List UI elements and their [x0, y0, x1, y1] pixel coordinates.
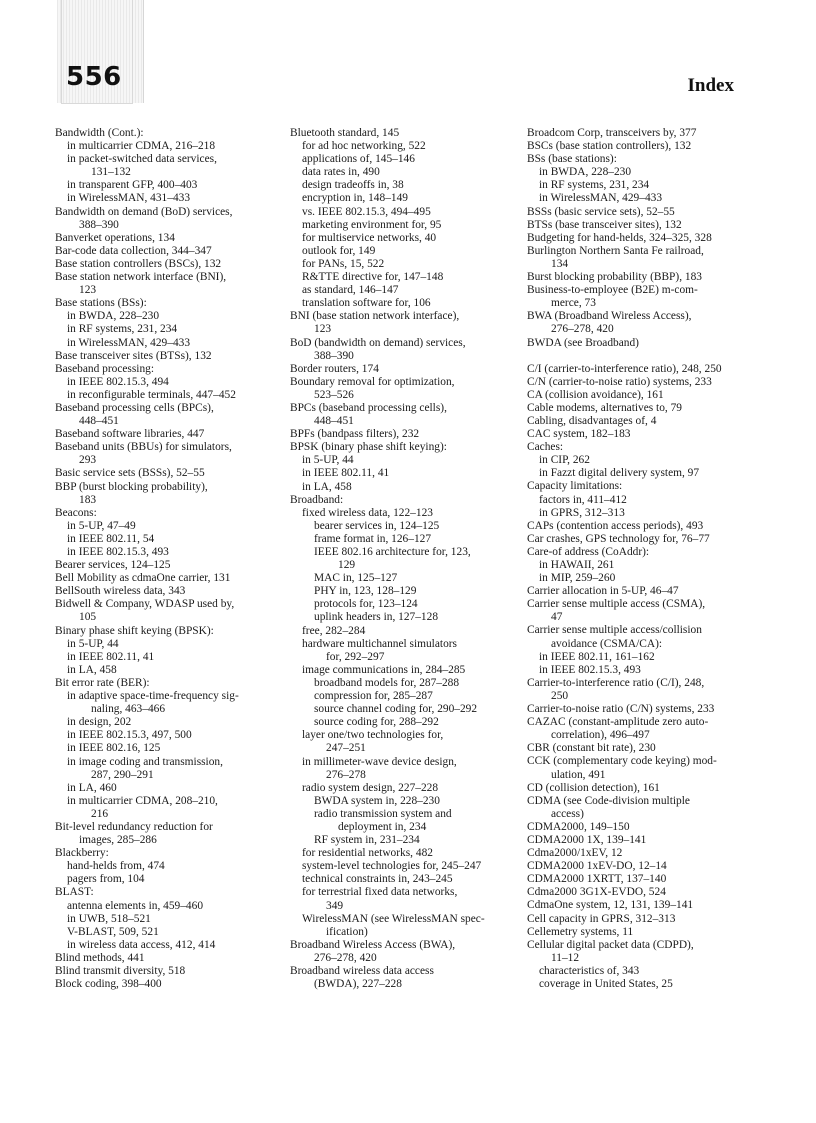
page-number: 556 [66, 62, 122, 92]
index-subentry: as standard, 146–147 [302, 284, 399, 297]
index-entry: Block coding, 398–400 [55, 978, 162, 991]
index-entry: BWDA (see Broadband) [527, 336, 639, 349]
index-entry: BPFs (bandpass filters), 232 [290, 428, 420, 441]
index-subentry: characteristics of, 343 [539, 964, 640, 977]
index-entry: CD (collision detection), 161 [527, 781, 660, 794]
index-entry: Bell Mobility as cdmaOne carrier, 131 [55, 572, 231, 585]
index-entry: Bit error rate (BER): [55, 676, 150, 689]
index-subentry: 287, 290–291 [91, 768, 154, 781]
entry-gap [527, 350, 762, 363]
index-subentry: in design, 202 [67, 716, 132, 729]
index-subentry: 293 [79, 454, 97, 467]
index-subentry: for terrestrial fixed data networks, [302, 886, 458, 899]
index-entry: BPCs (baseband processing cells), [290, 401, 447, 414]
index-entry: Binary phase shift keying (BPSK): [55, 624, 214, 637]
index-subentry: 105 [79, 611, 97, 624]
index-entry: Cable modems, alternatives to, 79 [527, 401, 683, 414]
index-subentry: in CIP, 262 [539, 454, 590, 467]
index-subentry: free, 282–284 [302, 624, 366, 637]
index-subentry: radio transmission system and [314, 807, 452, 820]
index-subentry: in 5-UP, 44 [67, 637, 119, 650]
index-subentry: 276–278 [326, 768, 366, 781]
index-entry: Capacity limitations: [527, 480, 623, 493]
index-subentry: 276–278, 420 [551, 323, 614, 336]
index-subentry: in LA, 458 [67, 663, 117, 676]
index-subentry: 216 [91, 807, 109, 820]
index-subentry: MAC in, 125–127 [314, 572, 398, 585]
index-entry: Carrier sense multiple access (CSMA), [527, 598, 706, 611]
index-entry: Cellular digital packet data (CDPD), [527, 938, 694, 951]
index-subentry: for multiservice networks, 40 [302, 231, 437, 244]
index-subentry: in BWDA, 228–230 [539, 166, 632, 179]
index-column-3 [527, 127, 762, 991]
index-subentry: in RF systems, 231, 234 [539, 179, 650, 192]
index-subentry: in transparent GFP, 400–403 [67, 179, 198, 192]
index-subentry: 131–132 [91, 166, 131, 179]
index-subentry: in BWDA, 228–230 [67, 310, 160, 323]
index-subentry: applications of, 145–146 [302, 153, 415, 166]
index-entry: Banverket operations, 134 [55, 231, 175, 244]
index-subentry: system-level technologies for, 245–247 [302, 860, 482, 873]
index-entry: Cellemetry systems, 11 [527, 925, 634, 938]
index-subentry: outlook for, 149 [302, 244, 376, 257]
index-entry: BLAST: [55, 886, 94, 899]
index-subentry: image communications in, 284–285 [302, 663, 466, 676]
index-entry: Border routers, 174 [290, 362, 379, 375]
index-entry: BWA (Broadband Wireless Access), [527, 310, 692, 323]
index-subentry: broadband models for, 287–288 [314, 676, 460, 689]
index-subentry: WirelessMAN (see WirelessMAN spec- [302, 912, 485, 925]
index-entry: CAPs (contention access periods), 493 [527, 519, 704, 532]
index-subentry: fixed wireless data, 122–123 [302, 506, 433, 519]
index-subentry: correlation), 496–497 [551, 729, 650, 742]
index-subentry: 388–390 [79, 218, 119, 231]
index-entry: Cell capacity in GPRS, 312–313 [527, 912, 676, 925]
index-entry: BTSs (base transceiver sites), 132 [527, 218, 682, 231]
index-subentry: in IEEE 802.11, 161–162 [539, 650, 655, 663]
index-subentry: coverage in United States, 25 [539, 978, 673, 990]
index-subentry: protocols for, 123–124 [314, 598, 418, 611]
index-entry: Base transceiver sites (BTSs), 132 [55, 349, 212, 362]
index-subentry: in WirelessMAN, 429–433 [539, 192, 663, 205]
index-subentry: uplink headers in, 127–128 [314, 611, 439, 624]
index-subentry: for ad hoc networking, 522 [302, 140, 426, 153]
index-entry: Baseband software libraries, 447 [55, 428, 205, 441]
index-subentry: technical constraints in, 243–245 [302, 873, 453, 886]
index-subentry: access) [551, 807, 584, 820]
index-entry: Carrier-to-interference ratio (C/I), 248, [527, 676, 705, 689]
index-entry: CDMA (see Code-division multiple [527, 794, 690, 807]
index-subentry: in LA, 460 [67, 781, 117, 794]
index-subentry: in IEEE 802.15.3, 497, 500 [67, 729, 192, 742]
index-entry: Bandwidth (Cont.): [55, 127, 144, 139]
index-subentry: in IEEE 802.11, 54 [67, 532, 155, 545]
index-entry: CCK (complementary code keying) mod- [527, 755, 717, 768]
index-entry: Base station network interface (BNI), [55, 271, 227, 284]
index-subentry: compression for, 285–287 [314, 690, 433, 703]
index-subentry: factors in, 411–412 [539, 493, 627, 506]
index-entry: C/N (carrier-to-noise ratio) systems, 233 [527, 375, 712, 388]
index-entry: Care-of address (CoAddr): [527, 545, 650, 558]
index-entry: CAZAC (constant-amplitude zero auto- [527, 716, 709, 729]
index-entry: BoD (bandwidth on demand) services, [290, 336, 466, 349]
index-subentry: IEEE 802.16 architecture for, 123, [314, 546, 471, 558]
index-subentry: 276–278, 420 [314, 951, 377, 964]
index-entry: CBR (constant bit rate), 230 [527, 742, 656, 755]
index-entry: Baseband units (BBUs) for simulators, [55, 441, 232, 454]
index-column-1 [55, 127, 290, 991]
index-subentry: 448–451 [79, 415, 119, 428]
index-subentry: in IEEE 802.15.3, 493 [67, 546, 169, 558]
index-subentry: merce, 73 [551, 297, 596, 310]
index-subentry: design tradeoffs in, 38 [302, 179, 404, 192]
index-subentry: in 5-UP, 47–49 [67, 519, 136, 532]
index-entry: Baseband processing: [55, 362, 155, 375]
index-subentry: bearer services in, 124–125 [314, 519, 440, 532]
index-subentry: in WirelessMAN, 431–433 [67, 192, 191, 205]
index-entry: Business-to-employee (B2E) m-com- [527, 284, 698, 297]
index-entry: Baseband processing cells (BPCs), [55, 401, 214, 414]
index-subentry: for residential networks, 482 [302, 847, 433, 860]
index-entry: CdmaOne system, 12, 131, 139–141 [527, 899, 694, 912]
index-entry: Carrier allocation in 5-UP, 46–47 [527, 585, 679, 598]
index-entry: Bandwidth on demand (BoD) services, [55, 205, 233, 218]
index-entry: Base station controllers (BSCs), 132 [55, 257, 222, 270]
index-entry: C/I (carrier-to-interference ratio), 248, 250 [527, 362, 722, 375]
index-subentry: radio system design, 227–228 [302, 781, 439, 794]
index-entry: Car crashes, GPS technology for, 76–77 [527, 532, 710, 545]
index-subentry: images, 285–286 [79, 834, 157, 847]
index-subentry: in LA, 458 [302, 480, 352, 493]
index-entry: Bidwell & Company, WDASP used by, [55, 598, 235, 611]
index-subentry: naling, 463–466 [91, 703, 166, 716]
index-entry: Cdma2000 3G1X-EVDO, 524 [527, 886, 666, 899]
index-subentry: source channel coding for, 290–292 [314, 703, 478, 716]
index-subentry: 183 [79, 493, 97, 506]
index-subentry: for PANs, 15, 522 [302, 257, 385, 270]
index-subentry: in HAWAII, 261 [539, 559, 615, 571]
index-subentry: BWDA system in, 228–230 [314, 794, 440, 807]
index-entry: Bar-code data collection, 344–347 [55, 244, 212, 257]
index-subentry: V-BLAST, 509, 521 [67, 925, 159, 938]
index-subentry: in adaptive space-time-frequency sig- [67, 690, 239, 703]
index-subentry: 11–12 [551, 951, 580, 964]
index-entry: Basic service sets (BSSs), 52–55 [55, 467, 205, 480]
index-subentry: deployment in, 234 [338, 820, 427, 833]
index-subentry: in reconfigurable terminals, 447–452 [67, 388, 236, 401]
index-subentry: in Fazzt digital delivery system, 97 [539, 467, 700, 480]
index-subentry: in multicarrier CDMA, 208–210, [67, 794, 218, 807]
index-subentry: in UWB, 518–521 [67, 912, 151, 925]
index-entry: BSCs (base station controllers), 132 [527, 140, 692, 153]
index-entry: Budgeting for hand-helds, 324–325, 328 [527, 231, 712, 244]
index-subentry: vs. IEEE 802.15.3, 494–495 [302, 205, 431, 218]
index-entry: BSs (base stations): [527, 153, 617, 166]
index-subentry: 129 [338, 559, 356, 572]
index-subentry: in image coding and transmission, [67, 755, 223, 768]
index-subentry: marketing environment for, 95 [302, 218, 442, 231]
index-entry: CDMA2000, 149–150 [527, 820, 630, 833]
index-subentry: ulation, 491 [551, 768, 606, 781]
index-subentry: in multicarrier CDMA, 216–218 [67, 140, 216, 153]
index-subentry: hand-helds from, 474 [67, 860, 165, 873]
index-subentry: 448–451 [314, 415, 354, 428]
index-entry: Blind methods, 441 [55, 951, 145, 964]
index-subentry: translation software for, 106 [302, 297, 431, 310]
index-subentry: in WirelessMAN, 429–433 [67, 336, 191, 349]
index-entry: Cabling, disadvantages of, 4 [527, 414, 657, 427]
index-subentry: hardware multichannel simulators [302, 637, 457, 650]
index-subentry: for, 292–297 [326, 650, 385, 663]
index-subentry: frame format in, 126–127 [314, 532, 432, 545]
index-subentry: antenna elements in, 459–460 [67, 899, 204, 912]
index-entry: BBP (burst blocking probability), [55, 480, 208, 493]
index-subentry: ification) [326, 925, 368, 938]
index-entry: Burlington Northern Santa Fe railroad, [527, 244, 704, 257]
index-entry: BSSs (basic service sets), 52–55 [527, 205, 675, 218]
index-subentry: RF system in, 231–234 [314, 834, 420, 847]
index-subentry: 134 [551, 257, 569, 270]
index-subentry: in RF systems, 231, 234 [67, 323, 178, 336]
index-subentry: layer one/two technologies for, [302, 729, 444, 742]
index-entry: CAC system, 182–183 [527, 428, 631, 441]
index-subentry: 123 [314, 323, 332, 336]
index-subentry: 250 [551, 689, 569, 702]
index-entry: BNI (base station network interface), [290, 310, 460, 323]
index-entry: Carrier sense multiple access/collision [527, 624, 702, 637]
index-subentry: in 5-UP, 44 [302, 454, 354, 467]
index-entry: CDMA2000 1xEV-DO, 12–14 [527, 860, 667, 873]
index-subentry: in millimeter-wave device design, [302, 755, 457, 768]
index-subentry: 523–526 [314, 388, 354, 401]
index-entry: Caches: [527, 441, 564, 454]
index-entry: Broadband Wireless Access (BWA), [290, 938, 456, 951]
index-subentry: in packet-switched data services, [67, 153, 217, 166]
index-subentry: in IEEE 802.15.3, 493 [539, 663, 641, 676]
index-entry: Boundary removal for optimization, [290, 375, 455, 388]
index-subentry: avoidance (CSMA/CA): [551, 637, 663, 650]
index-subentry: 47 [551, 611, 563, 624]
index-entry: CDMA2000 1X, 139–141 [527, 833, 647, 846]
index-entry: Base stations (BSs): [55, 297, 147, 310]
index-entry: BellSouth wireless data, 343 [55, 585, 186, 598]
index-entry: Blackberry: [55, 847, 109, 860]
index-subentry: in IEEE 802.11, 41 [67, 650, 155, 663]
index-column-2 [290, 127, 525, 991]
index-entry: BPSK (binary phase shift keying): [290, 441, 447, 454]
index-subentry: 123 [79, 284, 97, 297]
index-entry: CA (collision avoidance), 161 [527, 388, 664, 401]
index-subentry: in MIP, 259–260 [539, 572, 616, 585]
index-entry: Broadband: [290, 493, 344, 506]
running-head-title: Index [687, 75, 734, 96]
index-subentry: in IEEE 802.15.3, 494 [67, 375, 169, 388]
index-subentry: PHY in, 123, 128–129 [314, 585, 417, 598]
index-entry: Bearer services, 124–125 [55, 559, 171, 572]
index-subentry: in IEEE 802.16, 125 [67, 742, 161, 755]
index-subentry: data rates in, 490 [302, 166, 380, 179]
index-subentry: encryption in, 148–149 [302, 192, 408, 205]
index-entry: Bluetooth standard, 145 [290, 127, 400, 139]
index-entry: CDMA2000 1XRTT, 137–140 [527, 873, 667, 886]
index-subentry: 388–390 [314, 349, 354, 362]
index-subentry: (BWDA), 227–228 [314, 978, 402, 991]
index-subentry: 349 [326, 899, 344, 912]
index-subentry: pagers from, 104 [67, 873, 145, 886]
index-subentry: in GPRS, 312–313 [539, 506, 625, 519]
index-subentry: in IEEE 802.11, 41 [302, 467, 390, 480]
index-entry: Cdma2000/1xEV, 12 [527, 847, 623, 860]
index-subentry: R&TTE directive for, 147–148 [302, 271, 444, 284]
index-subentry: source coding for, 288–292 [314, 716, 439, 729]
index-entry: Burst blocking probability (BBP), 183 [527, 271, 702, 284]
index-entry: Beacons: [55, 506, 97, 519]
index-entry: Broadcom Corp, transceivers by, 377 [527, 127, 697, 139]
index-subentry: in wireless data access, 412, 414 [67, 938, 216, 951]
index-entry: Bit-level redundancy reduction for [55, 820, 213, 833]
index-entry: Broadband wireless data access [290, 965, 434, 977]
index-entry: Carrier-to-noise ratio (C/N) systems, 233 [527, 703, 715, 716]
index-subentry: 247–251 [326, 742, 366, 755]
index-entry: Blind transmit diversity, 518 [55, 965, 186, 977]
